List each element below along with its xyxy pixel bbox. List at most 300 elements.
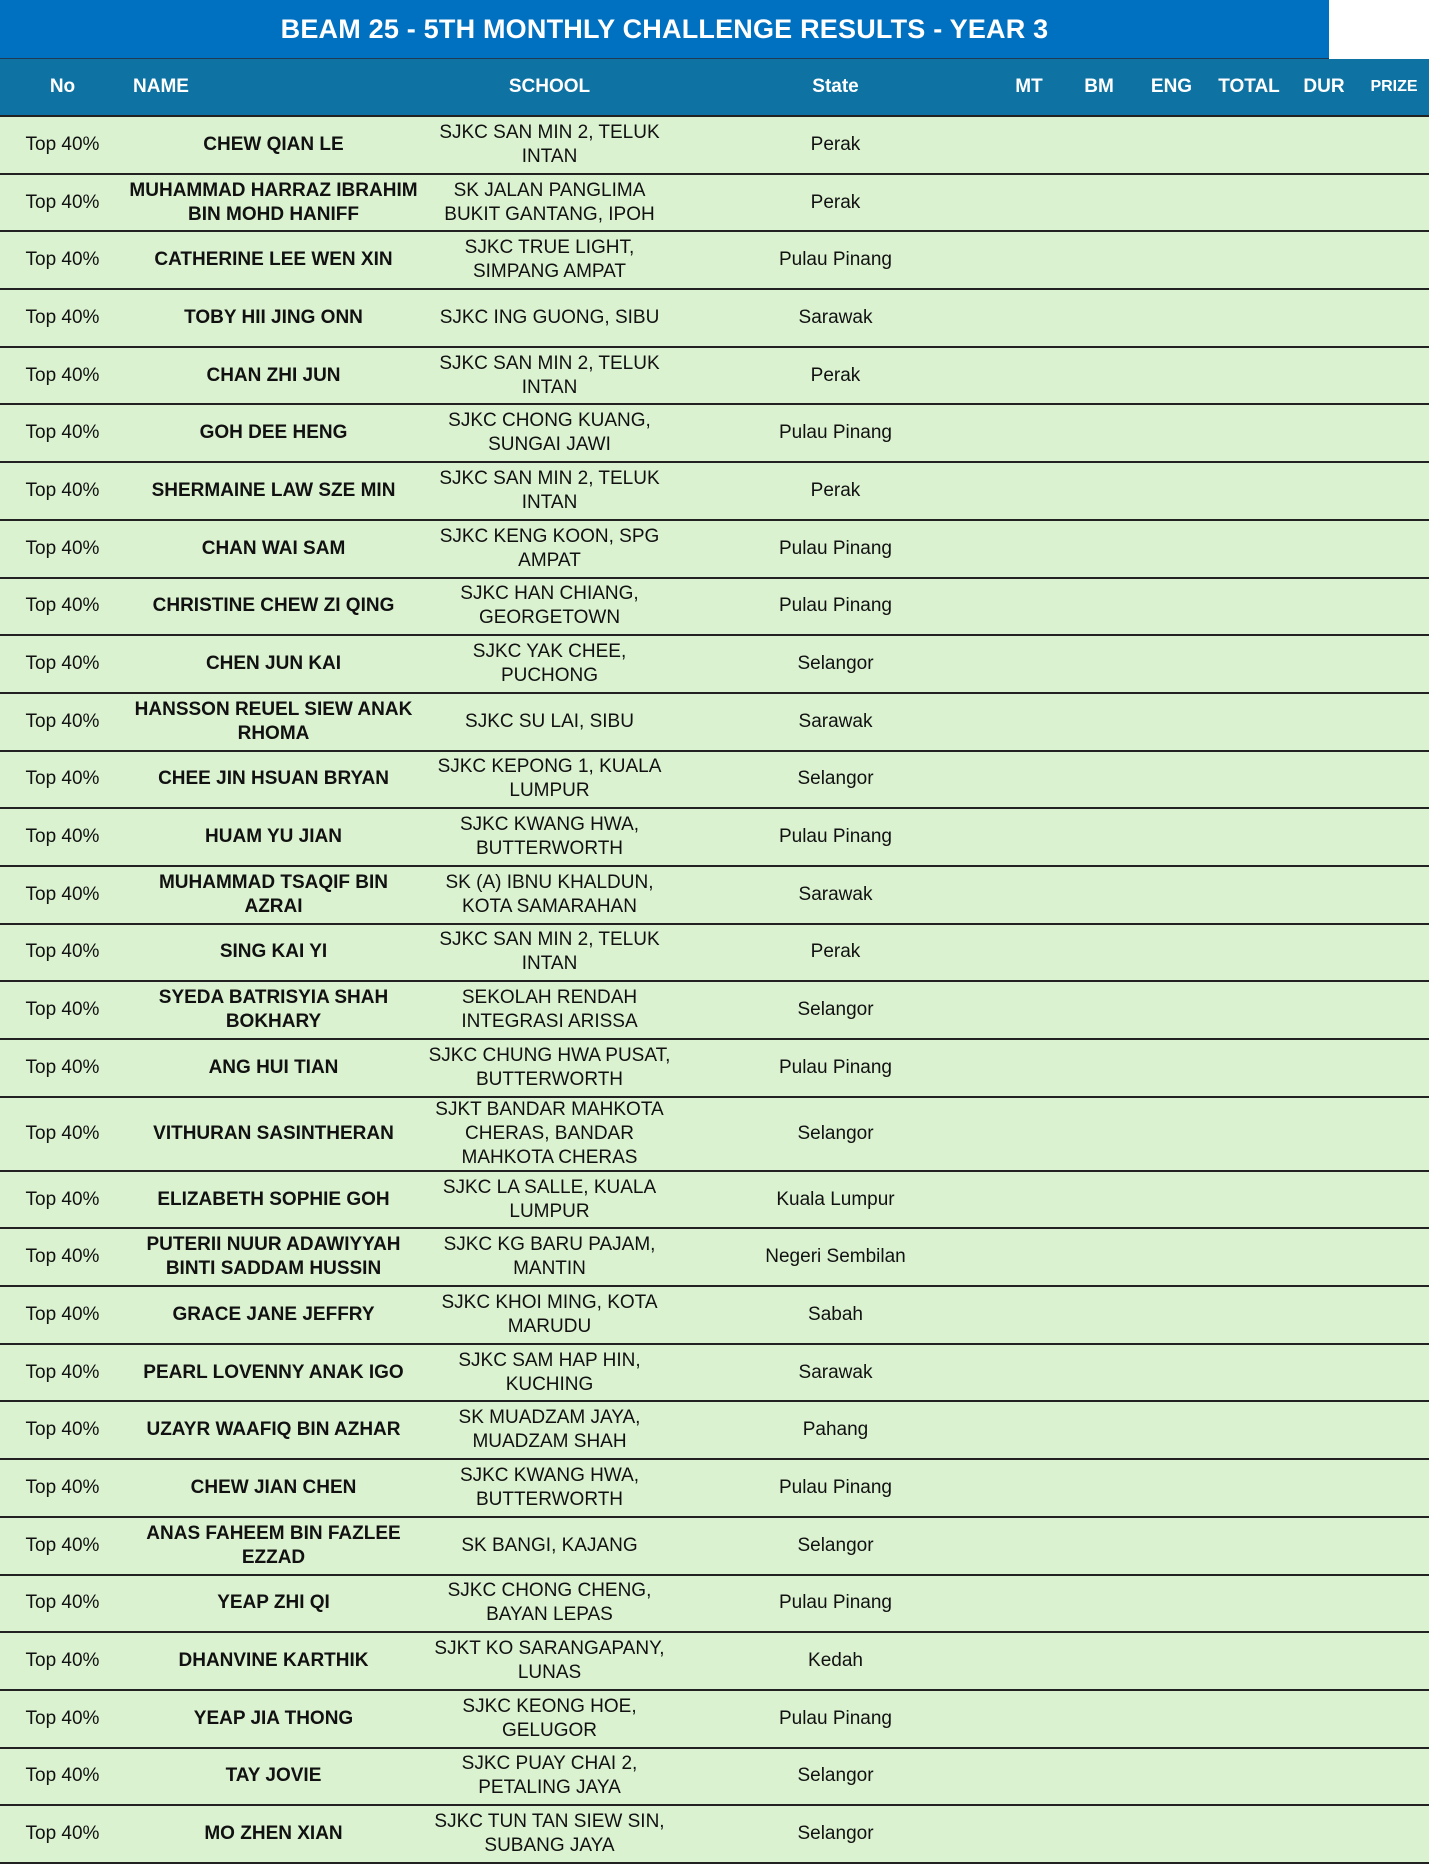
table-row (0, 1805, 1429, 1863)
cell-prize (1359, 1401, 1429, 1459)
cell-mt (994, 1228, 1064, 1286)
cell-name: ELIZABETH SOPHIE GOH (125, 1171, 422, 1229)
cell-dur (1289, 520, 1359, 578)
cell-school: SJKC SAM HAP HIN, KUCHING (422, 1344, 677, 1402)
cell-prize (1359, 1344, 1429, 1402)
cell-eng (1134, 462, 1209, 520)
cell-school: SJKC SAN MIN 2, TELUK INTAN (422, 116, 677, 174)
cell-school: SJKC TUN TAN SIEW SIN, SUBANG JAYA (422, 1805, 677, 1863)
cell-mt (994, 808, 1064, 866)
cell-name: YEAP ZHI QI (125, 1575, 422, 1633)
cell-mt (994, 1401, 1064, 1459)
cell-prize (1359, 116, 1429, 174)
cell-total (1209, 1344, 1289, 1402)
cell-name: CHAN ZHI JUN (125, 347, 422, 405)
col-header-school[interactable]: SCHOOL (508, 76, 591, 97)
cell-dur (1289, 1805, 1359, 1863)
cell-bm (1064, 693, 1134, 751)
cell-school: SJKC KWANG HWA, BUTTERWORTH (422, 1459, 677, 1517)
table-row (0, 520, 1429, 578)
cell-mt (994, 1039, 1064, 1097)
cell-mt (994, 1344, 1064, 1402)
cell-school: SJKC KG BARU PAJAM, MANTIN (422, 1228, 677, 1286)
cell-prize (1359, 1517, 1429, 1575)
cell-name: CHEE JIN HSUAN BRYAN (125, 751, 422, 809)
cell-no: Top 40% (0, 1097, 125, 1171)
cell-no: Top 40% (0, 635, 125, 693)
cell-state: Pulau Pinang (677, 1690, 994, 1748)
cell-bm (1064, 866, 1134, 924)
table-row (0, 289, 1429, 347)
cell-name: HANSSON REUEL SIEW ANAK RHOMA (125, 693, 422, 751)
cell-state: Perak (677, 347, 994, 405)
cell-prize (1359, 808, 1429, 866)
table-row (0, 404, 1429, 462)
cell-name: SING KAI YI (125, 924, 422, 982)
cell-prize (1359, 635, 1429, 693)
cell-mt (994, 866, 1064, 924)
cell-name: GOH DEE HENG (125, 404, 422, 462)
cell-prize (1359, 981, 1429, 1039)
cell-state: Sarawak (677, 693, 994, 751)
cell-eng (1134, 231, 1209, 289)
cell-dur (1289, 231, 1359, 289)
table-row (0, 347, 1429, 405)
cell-total (1209, 635, 1289, 693)
col-header-state[interactable]: State (812, 76, 859, 97)
table-row (0, 1171, 1429, 1229)
cell-prize (1359, 866, 1429, 924)
table-row (0, 1748, 1429, 1806)
cell-school: SJKC KHOI MING, KOTA MARUDU (422, 1286, 677, 1344)
cell-prize (1359, 1632, 1429, 1690)
table-row (0, 1097, 1429, 1171)
table-row (0, 1575, 1429, 1633)
cell-mt (994, 578, 1064, 636)
col-header-bm[interactable]: BM (1084, 76, 1114, 97)
cell-mt (994, 174, 1064, 232)
cell-total (1209, 1459, 1289, 1517)
cell-dur (1289, 1748, 1359, 1806)
table-row (0, 1228, 1429, 1286)
cell-dur (1289, 462, 1359, 520)
cell-no: Top 40% (0, 1228, 125, 1286)
cell-mt (994, 1690, 1064, 1748)
cell-prize (1359, 578, 1429, 636)
table-body (0, 116, 1429, 1863)
cell-dur (1289, 1401, 1359, 1459)
cell-eng (1134, 1517, 1209, 1575)
cell-school: SK JALAN PANGLIMA BUKIT GANTANG, IPOH (422, 174, 677, 232)
cell-no: Top 40% (0, 1690, 125, 1748)
table-row (0, 924, 1429, 982)
cell-bm (1064, 635, 1134, 693)
cell-dur (1289, 866, 1359, 924)
cell-school: SK (A) IBNU KHALDUN, KOTA SAMARAHAN (422, 866, 677, 924)
cell-mt (994, 751, 1064, 809)
cell-bm (1064, 1039, 1134, 1097)
cell-mt (994, 1632, 1064, 1690)
cell-name: HUAM YU JIAN (125, 808, 422, 866)
cell-total (1209, 520, 1289, 578)
cell-total (1209, 981, 1289, 1039)
cell-state: Selangor (677, 1097, 994, 1171)
cell-total (1209, 1632, 1289, 1690)
cell-bm (1064, 1286, 1134, 1344)
cell-bm (1064, 1517, 1134, 1575)
cell-mt (994, 289, 1064, 347)
cell-mt (994, 1748, 1064, 1806)
cell-total (1209, 1401, 1289, 1459)
cell-prize (1359, 174, 1429, 232)
cell-bm (1064, 289, 1134, 347)
cell-eng (1134, 116, 1209, 174)
cell-no: Top 40% (0, 116, 125, 174)
cell-state: Pulau Pinang (677, 808, 994, 866)
cell-state: Selangor (677, 981, 994, 1039)
cell-total (1209, 1748, 1289, 1806)
cell-eng (1134, 1690, 1209, 1748)
cell-school: SJKC YAK CHEE, PUCHONG (422, 635, 677, 693)
cell-state: Selangor (677, 1748, 994, 1806)
cell-name: CATHERINE LEE WEN XIN (125, 231, 422, 289)
cell-total (1209, 347, 1289, 405)
cell-no: Top 40% (0, 1344, 125, 1402)
cell-name: CHEN JUN KAI (125, 635, 422, 693)
cell-mt (994, 635, 1064, 693)
cell-total (1209, 1575, 1289, 1633)
table-row (0, 462, 1429, 520)
col-header-total[interactable]: TOTAL (1218, 76, 1280, 97)
cell-no: Top 40% (0, 1401, 125, 1459)
cell-total (1209, 116, 1289, 174)
cell-name: TAY JOVIE (125, 1748, 422, 1806)
cell-state: Perak (677, 174, 994, 232)
cell-name: TOBY HII JING ONN (125, 289, 422, 347)
cell-mt (994, 462, 1064, 520)
cell-bm (1064, 924, 1134, 982)
cell-no: Top 40% (0, 578, 125, 636)
col-header-name[interactable]: NAME (133, 76, 189, 97)
cell-total (1209, 866, 1289, 924)
cell-state: Pulau Pinang (677, 1459, 994, 1517)
table-row (0, 174, 1429, 232)
table-row (0, 578, 1429, 636)
cell-eng (1134, 347, 1209, 405)
cell-state: Pulau Pinang (677, 231, 994, 289)
cell-total (1209, 751, 1289, 809)
cell-mt (994, 116, 1064, 174)
cell-mt (994, 231, 1064, 289)
cell-no: Top 40% (0, 751, 125, 809)
cell-eng (1134, 1344, 1209, 1402)
cell-bm (1064, 116, 1134, 174)
cell-state: Selangor (677, 635, 994, 693)
cell-no: Top 40% (0, 981, 125, 1039)
cell-dur (1289, 1344, 1359, 1402)
cell-bm (1064, 347, 1134, 405)
cell-dur (1289, 174, 1359, 232)
cell-prize (1359, 1805, 1429, 1863)
cell-mt (994, 1286, 1064, 1344)
cell-prize (1359, 289, 1429, 347)
cell-bm (1064, 404, 1134, 462)
cell-mt (994, 981, 1064, 1039)
cell-eng (1134, 1459, 1209, 1517)
cell-dur (1289, 1286, 1359, 1344)
cell-name: UZAYR WAAFIQ BIN AZHAR (125, 1401, 422, 1459)
cell-eng (1134, 1228, 1209, 1286)
cell-total (1209, 289, 1289, 347)
cell-state: Pulau Pinang (677, 520, 994, 578)
cell-bm (1064, 1171, 1134, 1229)
col-header-mt[interactable]: MT (1015, 76, 1043, 97)
cell-prize (1359, 1575, 1429, 1633)
cell-state: Sarawak (677, 866, 994, 924)
cell-mt (994, 1575, 1064, 1633)
cell-mt (994, 1171, 1064, 1229)
table-row (0, 1459, 1429, 1517)
results-table (0, 59, 1429, 1864)
cell-eng (1134, 1171, 1209, 1229)
cell-bm (1064, 1805, 1134, 1863)
cell-name: ANAS FAHEEM BIN FAZLEE EZZAD (125, 1517, 422, 1575)
table-row (0, 808, 1429, 866)
col-header-prize[interactable]: PRIZE (1370, 78, 1418, 95)
cell-school: SJKC KENG KOON, SPG AMPAT (422, 520, 677, 578)
cell-prize (1359, 924, 1429, 982)
cell-dur (1289, 924, 1359, 982)
cell-total (1209, 1097, 1289, 1171)
table-row (0, 693, 1429, 751)
cell-dur (1289, 1575, 1359, 1633)
cell-no: Top 40% (0, 1286, 125, 1344)
cell-no: Top 40% (0, 1805, 125, 1863)
cell-school: SJKC CHONG KUANG, SUNGAI JAWI (422, 404, 677, 462)
cell-no: Top 40% (0, 1171, 125, 1229)
cell-dur (1289, 116, 1359, 174)
cell-total (1209, 808, 1289, 866)
col-header-eng[interactable]: ENG (1150, 76, 1193, 97)
cell-prize (1359, 751, 1429, 809)
cell-no: Top 40% (0, 1517, 125, 1575)
cell-state: Perak (677, 116, 994, 174)
cell-dur (1289, 693, 1359, 751)
cell-state: Pahang (677, 1401, 994, 1459)
cell-name: PUTERII NUUR ADAWIYYAH BINTI SADDAM HUSSIN (125, 1228, 422, 1286)
table-row (0, 116, 1429, 174)
cell-mt (994, 404, 1064, 462)
table-row (0, 981, 1429, 1039)
cell-prize (1359, 404, 1429, 462)
cell-eng (1134, 866, 1209, 924)
table-row (0, 866, 1429, 924)
cell-no: Top 40% (0, 462, 125, 520)
cell-school: SJKT KO SARANGAPANY, LUNAS (422, 1632, 677, 1690)
cell-school: SEKOLAH RENDAH INTEGRASI ARISSA (422, 981, 677, 1039)
cell-mt (994, 1517, 1064, 1575)
cell-prize (1359, 462, 1429, 520)
cell-school: SJKC LA SALLE, KUALA LUMPUR (422, 1171, 677, 1229)
cell-bm (1064, 174, 1134, 232)
cell-school: SK BANGI, KAJANG (422, 1517, 677, 1575)
cell-school: SJKC SAN MIN 2, TELUK INTAN (422, 347, 677, 405)
cell-prize (1359, 231, 1429, 289)
cell-total (1209, 924, 1289, 982)
cell-no: Top 40% (0, 404, 125, 462)
cell-dur (1289, 981, 1359, 1039)
cell-state: Negeri Sembilan (677, 1228, 994, 1286)
cell-state: Kedah (677, 1632, 994, 1690)
cell-eng (1134, 808, 1209, 866)
cell-total (1209, 404, 1289, 462)
cell-name: YEAP JIA THONG (125, 1690, 422, 1748)
cell-name: MO ZHEN XIAN (125, 1805, 422, 1863)
cell-dur (1289, 404, 1359, 462)
cell-eng (1134, 404, 1209, 462)
cell-name: CHRISTINE CHEW ZI QING (125, 578, 422, 636)
cell-state: Pulau Pinang (677, 1575, 994, 1633)
col-header-dur[interactable]: DUR (1303, 76, 1345, 97)
table-row (0, 1632, 1429, 1690)
table-header-row (0, 59, 1429, 116)
table-row (0, 1286, 1429, 1344)
cell-bm (1064, 1459, 1134, 1517)
cell-state: Kuala Lumpur (677, 1171, 994, 1229)
cell-prize (1359, 1690, 1429, 1748)
cell-name: CHAN WAI SAM (125, 520, 422, 578)
cell-name: GRACE JANE JEFFRY (125, 1286, 422, 1344)
col-header-no[interactable]: No (49, 76, 76, 97)
cell-name: CHEW QIAN LE (125, 116, 422, 174)
cell-prize (1359, 1039, 1429, 1097)
cell-school: SJKC KEONG HOE, GELUGOR (422, 1690, 677, 1748)
cell-total (1209, 462, 1289, 520)
cell-state: Perak (677, 462, 994, 520)
cell-school: SJKC PUAY CHAI 2, PETALING JAYA (422, 1748, 677, 1806)
cell-state: Sarawak (677, 1344, 994, 1402)
cell-total (1209, 1286, 1289, 1344)
cell-eng (1134, 1575, 1209, 1633)
cell-name: CHEW JIAN CHEN (125, 1459, 422, 1517)
cell-name: SHERMAINE LAW SZE MIN (125, 462, 422, 520)
cell-state: Selangor (677, 1517, 994, 1575)
cell-eng (1134, 174, 1209, 232)
cell-total (1209, 1805, 1289, 1863)
cell-dur (1289, 808, 1359, 866)
cell-name: PEARL LOVENNY ANAK IGO (125, 1344, 422, 1402)
cell-mt (994, 1097, 1064, 1171)
cell-dur (1289, 1632, 1359, 1690)
cell-prize (1359, 1459, 1429, 1517)
cell-dur (1289, 1690, 1359, 1748)
cell-no: Top 40% (0, 1459, 125, 1517)
cell-dur (1289, 1228, 1359, 1286)
cell-no: Top 40% (0, 693, 125, 751)
cell-state: Pulau Pinang (677, 404, 994, 462)
cell-state: Sabah (677, 1286, 994, 1344)
cell-bm (1064, 981, 1134, 1039)
table-row (0, 1344, 1429, 1402)
cell-eng (1134, 635, 1209, 693)
cell-prize (1359, 1748, 1429, 1806)
cell-name: MUHAMMAD HARRAZ IBRAHIM BIN MOHD HANIFF (125, 174, 422, 232)
cell-school: SJKC CHUNG HWA PUSAT, BUTTERWORTH (422, 1039, 677, 1097)
cell-school: SJKC KWANG HWA, BUTTERWORTH (422, 808, 677, 866)
cell-state: Pulau Pinang (677, 578, 994, 636)
cell-total (1209, 1039, 1289, 1097)
cell-school: SJKC SAN MIN 2, TELUK INTAN (422, 462, 677, 520)
cell-eng (1134, 1805, 1209, 1863)
cell-mt (994, 1459, 1064, 1517)
cell-bm (1064, 808, 1134, 866)
cell-bm (1064, 1344, 1134, 1402)
cell-eng (1134, 981, 1209, 1039)
cell-no: Top 40% (0, 174, 125, 232)
cell-no: Top 40% (0, 231, 125, 289)
cell-no: Top 40% (0, 1748, 125, 1806)
cell-prize (1359, 1171, 1429, 1229)
cell-name: DHANVINE KARTHIK (125, 1632, 422, 1690)
cell-bm (1064, 578, 1134, 636)
cell-mt (994, 1805, 1064, 1863)
cell-school: SJKC SAN MIN 2, TELUK INTAN (422, 924, 677, 982)
cell-state: Sarawak (677, 289, 994, 347)
cell-state: Pulau Pinang (677, 1039, 994, 1097)
cell-eng (1134, 578, 1209, 636)
cell-eng (1134, 924, 1209, 982)
table-row (0, 751, 1429, 809)
cell-school: SK MUADZAM JAYA, MUADZAM SHAH (422, 1401, 677, 1459)
cell-prize (1359, 1097, 1429, 1171)
cell-dur (1289, 1097, 1359, 1171)
cell-eng (1134, 1748, 1209, 1806)
cell-school: SJKC TRUE LIGHT, SIMPANG AMPAT (422, 231, 677, 289)
cell-bm (1064, 1748, 1134, 1806)
cell-mt (994, 924, 1064, 982)
cell-state: Selangor (677, 751, 994, 809)
cell-state: Selangor (677, 1805, 994, 1863)
cell-prize (1359, 1286, 1429, 1344)
cell-mt (994, 520, 1064, 578)
cell-no: Top 40% (0, 1039, 125, 1097)
cell-dur (1289, 635, 1359, 693)
cell-bm (1064, 1690, 1134, 1748)
cell-state: Perak (677, 924, 994, 982)
cell-prize (1359, 1228, 1429, 1286)
cell-mt (994, 693, 1064, 751)
cell-bm (1064, 1228, 1134, 1286)
cell-total (1209, 1171, 1289, 1229)
cell-dur (1289, 1517, 1359, 1575)
cell-dur (1289, 347, 1359, 405)
cell-total (1209, 578, 1289, 636)
cell-school: SJKC KEPONG 1, KUALA LUMPUR (422, 751, 677, 809)
cell-eng (1134, 1097, 1209, 1171)
cell-dur (1289, 289, 1359, 347)
cell-bm (1064, 751, 1134, 809)
cell-bm (1064, 1632, 1134, 1690)
cell-no: Top 40% (0, 1632, 125, 1690)
cell-total (1209, 1517, 1289, 1575)
cell-eng (1134, 520, 1209, 578)
cell-total (1209, 693, 1289, 751)
cell-no: Top 40% (0, 289, 125, 347)
cell-no: Top 40% (0, 520, 125, 578)
cell-total (1209, 231, 1289, 289)
cell-name: ANG HUI TIAN (125, 1039, 422, 1097)
cell-total (1209, 1690, 1289, 1748)
